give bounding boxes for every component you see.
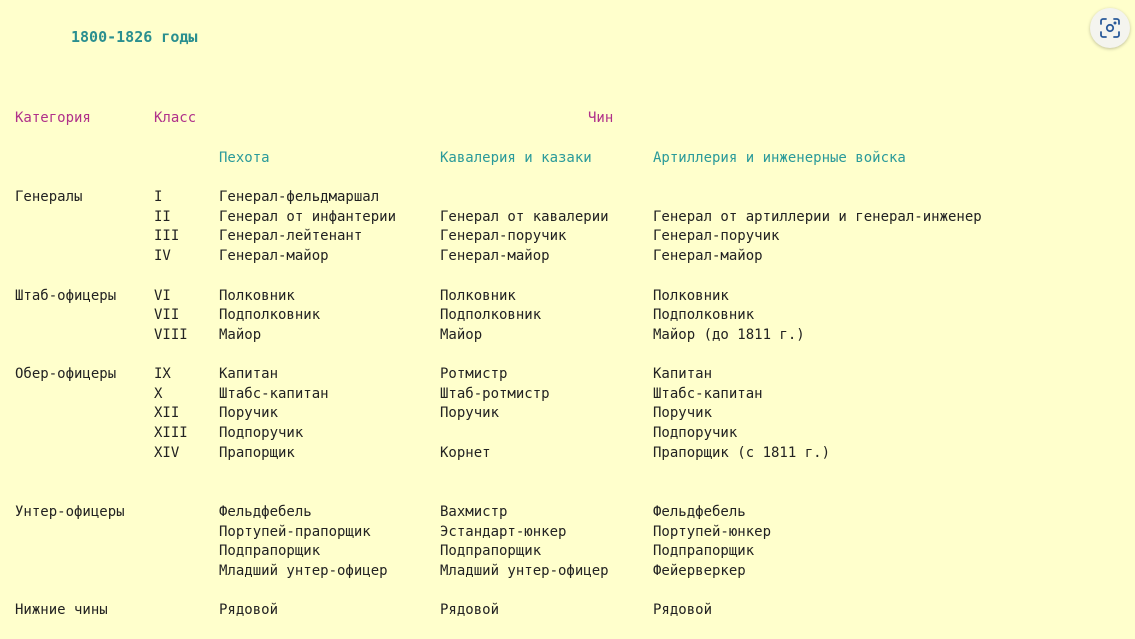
cell-infantry: Подполковник <box>219 307 321 323</box>
subheader-infantry: Пехота <box>219 150 270 166</box>
cell-cavalry: Корнет <box>440 445 491 461</box>
cell-artillery: Портупей-юнкер <box>653 524 772 540</box>
cell-infantry: Портупей-прапорщик <box>219 524 371 540</box>
cell-artillery: Фельдфебель <box>653 504 746 520</box>
cell-category: Генералы <box>15 189 83 205</box>
cell-infantry: Капитан <box>219 366 279 382</box>
cell-infantry: Генерал от инфантерии <box>219 209 397 225</box>
cell-artillery: Генерал-майор <box>653 248 763 264</box>
cell-class: IX <box>154 366 171 382</box>
cell-cavalry: Эстандарт-юнкер <box>440 524 567 540</box>
header-category: Категория <box>15 110 91 126</box>
cell-infantry: Поручик <box>219 405 279 421</box>
lens-scan-icon <box>1099 17 1121 39</box>
cell-class: VIII <box>154 327 188 343</box>
cell-cavalry: Полковник <box>440 288 516 304</box>
cell-cavalry: Штаб-ротмистр <box>440 386 550 402</box>
header-class: Класс <box>154 110 197 126</box>
header-rank: Чин <box>588 110 614 126</box>
cell-cavalry: Младший унтер-офицер <box>440 563 609 579</box>
cell-category: Унтер-офицеры <box>15 504 125 520</box>
cell-infantry: Штабс-капитан <box>219 386 329 402</box>
cell-infantry: Прапорщик <box>219 445 295 461</box>
cell-class: XIII <box>154 425 188 441</box>
cell-infantry: Генерал-фельдмаршал <box>219 189 380 205</box>
cell-cavalry: Майор <box>440 327 483 343</box>
cell-infantry: Подпрапорщик <box>219 543 321 559</box>
subheader-cavalry: Кавалерия и казаки <box>440 150 592 166</box>
cell-cavalry: Вахмистр <box>440 504 508 520</box>
cell-class: I <box>154 189 163 205</box>
cell-artillery: Майор (до 1811 г.) <box>653 327 805 343</box>
subheader-artillery: Артиллерия и инженерные войска <box>653 150 906 166</box>
cell-class: III <box>154 228 180 244</box>
cell-category: Нижние чины <box>15 602 108 618</box>
cell-category: Обер-офицеры <box>15 366 117 382</box>
cell-cavalry: Генерал-майор <box>440 248 550 264</box>
cell-cavalry: Подполковник <box>440 307 542 323</box>
cell-artillery: Штабс-капитан <box>653 386 763 402</box>
cell-cavalry: Рядовой <box>440 602 500 618</box>
cell-cavalry: Подпрапорщик <box>440 543 542 559</box>
cell-class: XIV <box>154 445 180 461</box>
cell-infantry: Генерал-майор <box>219 248 329 264</box>
cell-class: XII <box>154 405 180 421</box>
cell-artillery: Прапорщик (с 1811 г.) <box>653 445 831 461</box>
cell-class: II <box>154 209 171 225</box>
cell-cavalry: Поручик <box>440 405 500 421</box>
cell-class: X <box>154 386 163 402</box>
cell-infantry: Полковник <box>219 288 295 304</box>
cell-infantry: Майор <box>219 327 262 343</box>
cell-artillery: Подпрапорщик <box>653 543 755 559</box>
cell-artillery: Фейерверкер <box>653 563 746 579</box>
cell-infantry: Фельдфебель <box>219 504 312 520</box>
cell-artillery: Подполковник <box>653 307 755 323</box>
cell-cavalry: Генерал от кавалерии <box>440 209 609 225</box>
cell-artillery: Поручик <box>653 405 713 421</box>
page-title: 1800-1826 годы <box>71 28 198 46</box>
cell-cavalry: Генерал-поручик <box>440 228 567 244</box>
cell-class: VI <box>154 288 171 304</box>
lens-scan-button[interactable] <box>1090 8 1130 48</box>
cell-artillery: Рядовой <box>653 602 713 618</box>
cell-category: Штаб-офицеры <box>15 288 117 304</box>
cell-class: VII <box>154 307 180 323</box>
cell-infantry: Младший унтер-офицер <box>219 563 388 579</box>
cell-infantry: Подпоручик <box>219 425 304 441</box>
cell-artillery: Подпоручик <box>653 425 738 441</box>
cell-infantry: Рядовой <box>219 602 279 618</box>
cell-class: IV <box>154 248 171 264</box>
cell-artillery: Капитан <box>653 366 713 382</box>
cell-artillery: Полковник <box>653 288 729 304</box>
cell-artillery: Генерал-поручик <box>653 228 780 244</box>
cell-artillery: Генерал от артиллерии и генерал-инженер <box>653 209 982 225</box>
cell-cavalry: Ротмистр <box>440 366 508 382</box>
cell-infantry: Генерал-лейтенант <box>219 228 363 244</box>
